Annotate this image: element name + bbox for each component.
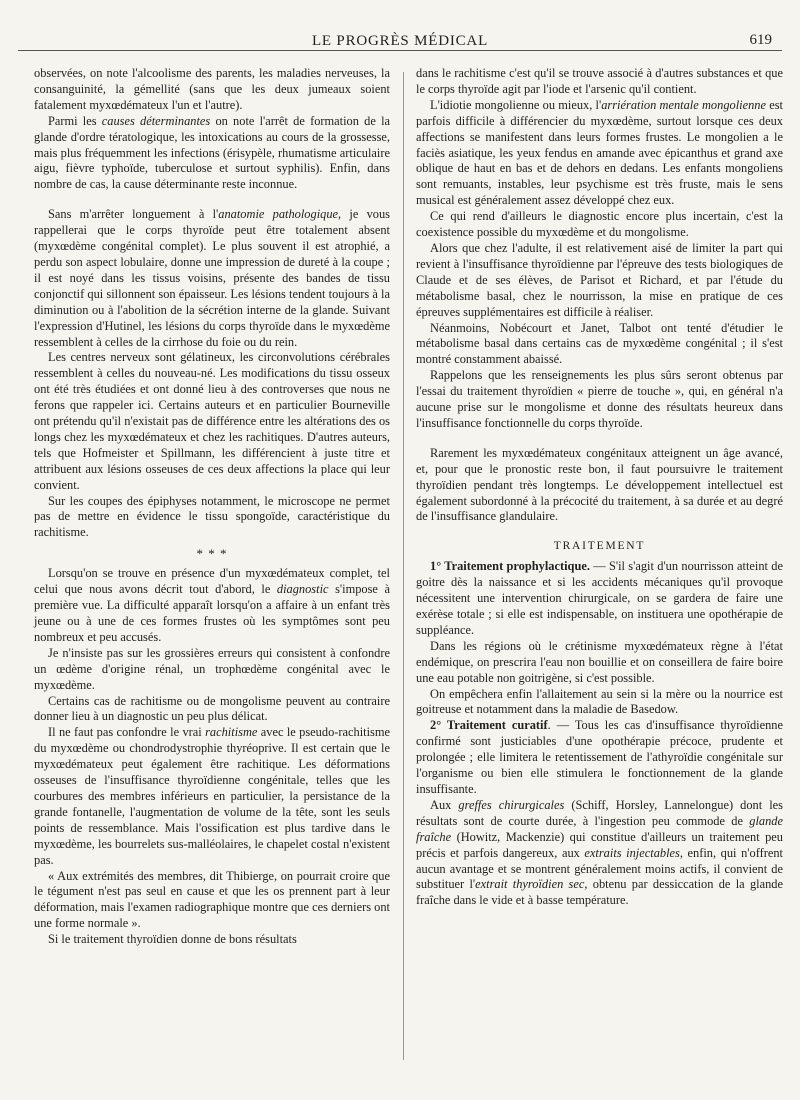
paragraph: Lorsqu'on se trouve en présence d'un myxœdémateux complet, tel celui que nous avons décrit tout d'abord, le diagnostic s'impose à première vue. La difficulté apparaît lorsqu'on a affaire à un enfant très jeune ou à une de ces formes frustes où les symptômes sont peu nombreux et peu accusés. <box>34 566 390 644</box>
left-column <box>34 66 390 948</box>
header-rule <box>18 50 782 51</box>
paragraph: On empêchera enfin l'allaitement au sein si la mère ou la nourrice est goitreuse et notamment dans la maladie de Basedow. <box>416 686 783 717</box>
paragraph: Parmi les causes déterminantes on note l'arrêt de formation de la glande d'ordre tératologique, les intoxications au cours de la grossesse, mais plus fréquemment les infections (érisypèle, rhumatisme articulaire aigu, fièvre typhoïde, tuberculose et surtout syphilis). Enfin, dans nombre de cas, la cause déterminante reste inconnue. <box>34 113 391 192</box>
journal-title: LE PROGRÈS MÉDICAL <box>311 33 489 49</box>
paragraph: Néanmoins, Nobécourt et Janet, Talbot ont tenté d'étudier le métabolisme basal dans certains cas de myxœdème congénital ; il s'est montré constamment abaissé. <box>416 320 783 367</box>
paragraph: Il ne faut pas confondre le vrai rachitisme avec le pseudo-rachitisme du myxœdème ou chondrodystrophie thyréoprive. Il est certain que le myxœdémateux peut également être rachitique. Les déformations osseuses de l'insuffisance thyroïdienne congénitale, telles que les courbures des membres inférieurs en particulier, la persistance de la grande fontanelle, l'augmentation de volume de la tête, sont les seuls points de ressemblance. Mais l'ossification est plus tardive dans le myxœdème, les bourrelets sus-malléolaires, le chapelet costal n'existent pas. <box>34 725 390 867</box>
paragraph: Dans les régions où le crétinisme myxœdémateux règne à l'état endémique, on prescrira l'eau non bouillie et on conseillera de faire boire une eau potable non goitrigène, si c'est possible. <box>416 638 783 685</box>
running-header <box>28 30 772 52</box>
paragraph: Rarement les myxœdémateux congénitaux atteignent un âge avancé, et, pour que le pronostic reste bon, il faut poursuivre le traitement thyroïdien pendant très longtemps. Le développement intellectuel est également subordonné à la précocité du traitement, à sa durée et au degré de l'insuffisance glandulaire. <box>416 445 783 524</box>
paragraph: Sans m'arrêter longuement à l'anatomie pathologique, je vous rappellerai que le corps thyroïde peut être totalement absent (myxœdème congénital complet). Le plus souvent il est atrophié, a perdu son aspect lobulaire, donne une impression de dureté à la coupe ; il est noyé dans les tissus voisins, présente des bandes de tissu conjonctif qui sillonnent son épaisseur. Les lésions tendent toujours à la diminution ou à l'abolition de la sécrétion interne de la glande. Suivant l'expression d'Hutinel, les lésions du corps thyroïde dans le myxœdème ressemblent à celles de la cirrhose du foie ou du rein. <box>34 207 390 349</box>
paragraph: Les centres nerveux sont gélatineux, les circonvolutions cérébrales ressemblent à celles du nouveau-né. Les modifications du tissu osseux ont été très étudiées et ont donné lieu à des controverses que nous ne ferons que rappeler ici. Certains auteurs et en particulier Bourneville ont prétendu qu'il n'existait pas de différence entre les altérations des os longs chez les myxœdémateux et chez les rachitiques. D'autres auteurs, tels que Hofmeister et Spillmann, les différencient à juste titre et attribuent aux lésions osseuses de ces deux affections la place qui leur convient. <box>34 350 390 492</box>
paragraph: Si le traitement thyroïdien donne de bons résultats <box>48 932 297 947</box>
paragraph: Je n'insiste pas sur les grossières erreurs qui consistent à confondre un œdème d'origine rénal, un trophœdème congénital avec le myxœdème. <box>34 645 390 692</box>
section-heading: TRAITEMENT <box>553 540 646 553</box>
paragraph: Certains cas de rachitisme ou de mongolisme peuvent au contraire donner lieu à un diagnostic un peu plus délicat. <box>34 693 390 724</box>
paragraph: L'idiotie mongolienne ou mieux, l'arriération mentale mongolienne est parfois difficile à différencier du myxœdème, surtout lorsque ces deux affections se manifestent dans leurs formes frustes. Le mongolien a le faciès asiatique, les yeux fendus en amande avec épicanthus et grand axe oblique de haut en bas et de dehors en dedans. Les enfants mongoliens sont remuants, instables, leur psychisme est très fruste, mais le sens musical est généralement assez développé chez eux. <box>416 97 783 208</box>
paragraph: 1° Traitement prophylactique. — S'il s'agit d'un nourrisson atteint de goitre dès la naissance et si les accidents mécaniques qu'il provoque nécessitent une intervention chirurgicale, on se gardera de faire une exérèse totale ; si elle est indispensable, on instituera une opothérapie de suppléance. <box>416 559 783 637</box>
paragraph: 2° Traitement curatif. — Tous les cas d'insuffisance thyroïdienne confirmé sont justiciables d'une opothérapie précoce, prudente et prolongée ; elle limitera le retentissement de l'athyroïdie congénitale sur l'organisme ou bien elle stimulera le fonctionnement de la glande insuffisante. <box>416 718 783 796</box>
column-divider <box>403 72 404 1060</box>
paragraph: Alors que chez l'adulte, il est relativement aisé de limiter la part qui revient à l'insuffisance thyroïdienne par l'épreuve des tests biologiques de Claude et de ses élèves, de Parisot et Richard, et par l'étude du métabolisme basal, chez le nourrisson, la mise en pratique de ces épreuves supplémentaires est difficile à réaliser. <box>416 240 783 319</box>
page-number: 619 <box>749 32 772 48</box>
paragraph: observées, on note l'alcoolisme des parents, les maladies nerveuses, la consanguinité, la gémellité (sans que les deux jumeaux soient fatalement myxœdémateux l'un et l'autre). <box>34 66 390 112</box>
section-stars: * * * <box>196 546 228 562</box>
right-column <box>416 66 783 909</box>
paragraph: Aux greffes chirurgicales (Schiff, Horsley, Lannelongue) dont les résultats sont de courte durée, à l'ingestion peu commode de glande fraîche (Howitz, Mackenzie) qui constitue d'ailleurs un traitement peu précis et parfois dangereux, aux extraits injectables, enfin, qui n'offrent aucun avantage et se montrent généralement moins actifs, il convient de substituer l'extrait thyroïdien sec, obtenu par dessiccation de la glande fraîche dans le vide et à basse température. <box>416 797 783 908</box>
paragraph: Sur les coupes des épiphyses notamment, le microscope ne permet pas de mettre en évidence le tissu spongoïde, caractéristique du rachitisme. <box>34 493 390 540</box>
paragraph: Ce qui rend d'ailleurs le diagnostic encore plus incertain, c'est la coexistence possible du myxœdème et du mongolisme. <box>416 209 783 240</box>
paragraph: « Aux extrémités des membres, dit Thibierge, on pourrait croire que le tégument n'est pas seul en cause et que les os prennent part à leur déformation, mais l'examen radiographique montre que ces derniers ont une forme normale ». <box>34 868 390 931</box>
paragraph: Rappelons que les renseignements les plus sûrs seront obtenus par l'essai du traitement thyroïdien « pierre de touche », qui, en général n'a aucune prise sur le mongolisme et donne des résultats heureux dans l'insuffisance fonctionnelle du corps thyroïde. <box>416 368 783 430</box>
paragraph: dans le rachitisme c'est qu'il se trouve associé à d'autres substances et que le corps thyroïde agit par l'iode et l'arsenic qu'il contient. <box>416 66 783 96</box>
